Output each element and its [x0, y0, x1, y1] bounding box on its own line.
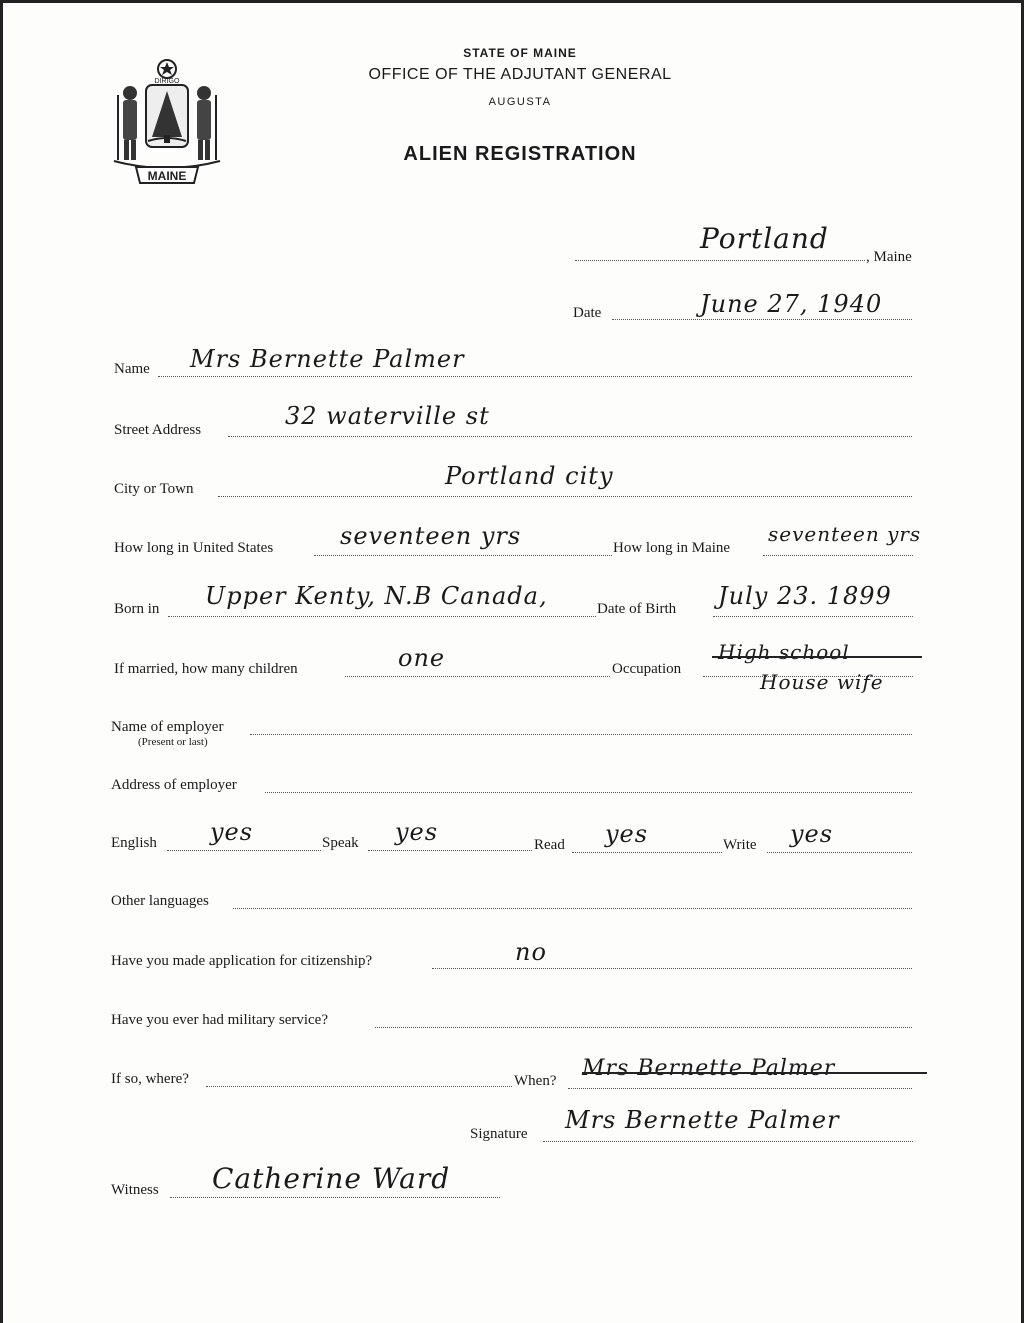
english-entry: yes: [210, 818, 254, 846]
employer-address-line: [265, 792, 912, 793]
city-entry: Portland city: [445, 462, 614, 490]
english-label: English: [111, 835, 157, 851]
street-address-label: Street Address: [114, 422, 202, 438]
street-address-entry: 32 waterville st: [285, 402, 490, 430]
write-label: Write: [723, 837, 757, 853]
employer-name-note: (Present or last): [138, 736, 208, 748]
how-long-maine-line: [763, 555, 913, 556]
born-in-label: Born in: [114, 601, 160, 617]
seal-text: MAINE: [147, 169, 187, 183]
military-label: Have you ever had military service?: [111, 1012, 328, 1028]
city-label: City or Town: [114, 481, 194, 497]
header-state: STATE OF MAINE: [463, 46, 577, 60]
name-label: Name: [114, 361, 150, 377]
date-line: [612, 319, 912, 320]
seal-motto: DIRIGO: [154, 78, 180, 85]
maine-label: , Maine: [866, 249, 912, 265]
write-entry: yes: [790, 820, 834, 848]
witness-line: [170, 1197, 500, 1198]
how-long-maine-entry: seventeen yrs: [768, 522, 922, 546]
occupation-strike-line: [712, 656, 922, 658]
signature-entry: Mrs Bernette Palmer: [565, 1106, 840, 1134]
employer-name-line: [250, 734, 912, 735]
read-line: [572, 852, 722, 853]
citizenship-entry: no: [515, 938, 547, 966]
occupation-label: Occupation: [612, 661, 682, 677]
employer-name-label: Name of employer: [111, 719, 224, 735]
when-line: [568, 1088, 912, 1089]
children-line: [345, 676, 610, 677]
speak-line: [368, 850, 532, 851]
date-of-birth-entry: July 23. 1899: [718, 582, 892, 610]
name-line: [158, 376, 912, 377]
occupation-entry: House wife: [760, 670, 884, 694]
when-strike-line: [582, 1072, 927, 1074]
date-of-birth-line: [713, 616, 913, 617]
if-so-where-line: [206, 1086, 512, 1087]
if-so-where-label: If so, where?: [111, 1071, 189, 1087]
name-entry: Mrs Bernette Palmer: [190, 345, 465, 373]
how-long-us-entry: seventeen yrs: [340, 522, 522, 550]
born-in-line: [168, 616, 596, 617]
other-languages-line: [233, 908, 912, 909]
header-city: AUGUSTA: [488, 96, 552, 108]
military-line: [375, 1027, 912, 1028]
speak-entry: yes: [395, 818, 439, 846]
speak-label: Speak: [322, 835, 359, 851]
form-title: ALIEN REGISTRATION: [403, 143, 637, 165]
street-address-line: [228, 436, 912, 437]
signature-line: [543, 1141, 913, 1142]
how-long-us-label: How long in United States: [114, 540, 274, 556]
when-struck-entry: Mrs Bernette Palmer: [582, 1056, 836, 1081]
when-label: When?: [514, 1073, 557, 1089]
write-line: [767, 852, 912, 853]
city-line: [218, 496, 912, 497]
how-long-us-line: [314, 555, 612, 556]
citizenship-label: Have you made application for citizenship?: [111, 953, 373, 969]
english-line: [167, 850, 321, 851]
maine-state-seal-icon: [108, 55, 226, 190]
signature-label: Signature: [470, 1126, 528, 1142]
children-entry: one: [398, 644, 446, 672]
date-of-birth-label: Date of Birth: [597, 601, 677, 617]
citizenship-line: [432, 968, 912, 969]
date-entry: June 27, 1940: [700, 290, 883, 318]
town-line: [575, 260, 865, 261]
town-entry: Portland: [700, 222, 829, 255]
born-in-entry: Upper Kenty, N.B Canada,: [205, 582, 548, 610]
children-label: If married, how many children: [114, 661, 298, 677]
witness-label: Witness: [111, 1182, 159, 1198]
occupation-struck-entry: High school: [718, 640, 850, 664]
header-office: OFFICE OF THE ADJUTANT GENERAL: [368, 66, 672, 83]
other-languages-label: Other languages: [111, 893, 209, 909]
how-long-maine-label: How long in Maine: [613, 540, 731, 556]
witness-entry: Catherine Ward: [212, 1162, 451, 1195]
read-entry: yes: [605, 820, 649, 848]
date-label: Date: [573, 305, 602, 321]
employer-address-label: Address of employer: [111, 777, 237, 793]
read-label: Read: [534, 837, 565, 853]
